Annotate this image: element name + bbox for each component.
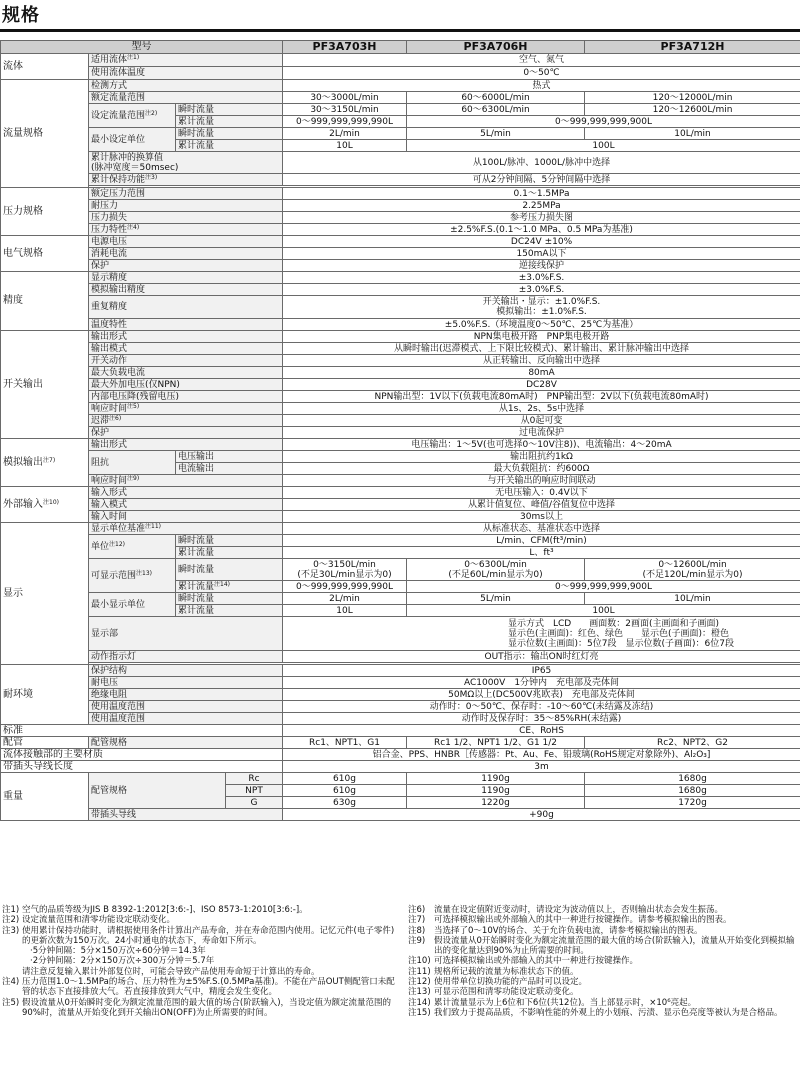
table-row bbox=[1, 391, 800, 403]
table-row bbox=[1, 104, 800, 116]
row-value: 30～3000L/min bbox=[283, 92, 407, 104]
row-value: 开关输出・显示：±1.0%F.S. 模拟输出：±1.0%F.S. bbox=[283, 296, 800, 319]
row-value: 0.1～1.5MPa bbox=[283, 188, 800, 200]
sub-label: 瞬时流量 bbox=[176, 559, 283, 581]
row-label: 显示精度 bbox=[89, 272, 283, 284]
row-label: 动作指示灯 bbox=[89, 651, 283, 663]
row-value: 610g bbox=[283, 773, 407, 785]
note-item: 注5) 假设流量从0开始瞬时变化为额定流量范围的最大值的场合(阶跃输入)，当设定值为额定流量范围的90%时，流量从开始变化到开关输出ON(OFF)为止所需要的时间。 bbox=[2, 997, 392, 1018]
table-row bbox=[1, 355, 800, 367]
table-row bbox=[1, 174, 800, 186]
row-value: 1190g bbox=[407, 773, 585, 785]
table-row bbox=[1, 665, 800, 677]
row-label: 响应时间$^{注5)}$ bbox=[89, 403, 283, 415]
table-row bbox=[1, 427, 800, 439]
category-external-input: 外部输入$^{注10)}$ bbox=[1, 487, 89, 523]
model-header: 型号 bbox=[1, 41, 283, 54]
row-label: 温度特性 bbox=[89, 319, 283, 331]
row-value: 60～6000L/min bbox=[407, 92, 585, 104]
row-value: ±3.0%F.S. bbox=[283, 272, 800, 284]
sub-label: 电流输出 bbox=[176, 463, 283, 475]
table-row bbox=[1, 593, 800, 605]
category-weight: 重量 bbox=[1, 773, 89, 821]
row-value: NPN输出型：1V以下(负载电流80mA时) PNP输出型：2V以下(负载电流80mA时) bbox=[283, 391, 800, 403]
row-value: +90g bbox=[283, 809, 800, 821]
table-row bbox=[1, 617, 800, 651]
row-value: 2L/min bbox=[283, 593, 407, 605]
row-label: 带插头导线 bbox=[89, 809, 283, 821]
note-item: 注7) 可选择模拟输出或外部输入的其中一种进行按键操作。请参考模拟输出的图表。 bbox=[408, 915, 732, 926]
row-value: 从1s、2s、5s中选择 bbox=[283, 403, 800, 415]
row-value: 10L bbox=[283, 140, 407, 152]
row-value: 输出阻抗约1kΩ bbox=[283, 451, 800, 463]
row-value: 动作时：0～50℃、保存时：-10～60℃(未结露及冻结) bbox=[283, 701, 800, 713]
note-item: 注11) 规格所记载的流量为标准状态下的值。 bbox=[408, 966, 579, 977]
table-row bbox=[1, 773, 800, 785]
row-value: Rc1 1/2、NPT1 1/2、G1 1/2 bbox=[407, 737, 585, 749]
table-row bbox=[1, 511, 800, 523]
category-flow: 流量规格 bbox=[1, 80, 89, 188]
row-label: 使用温度范围 bbox=[89, 713, 283, 725]
row-label: 输入形式 bbox=[89, 487, 283, 499]
table-row bbox=[1, 296, 800, 319]
row-label: 累计保持功能$^{注3)}$ bbox=[89, 174, 283, 186]
table-row bbox=[1, 272, 800, 284]
row-value: 从正转输出、反向输出中选择 bbox=[283, 355, 800, 367]
spec-table bbox=[0, 40, 800, 821]
row-value: AC1000V 1分钟内 充电部及壳体间 bbox=[283, 677, 800, 689]
row-value: 0～12600L/min (不足120L/min显示为0) bbox=[585, 559, 800, 581]
row-value: 与开关输出的响应时间联动 bbox=[283, 475, 800, 487]
note-item: 注4) 压力范围1.0～1.5MPa的场合、压力特性为±5%F.S.(0.5MPa基准)。不能在产品OUT侧配管口未配管的状态下直接排放大气。若直接排放到大气中，精度会发生变化。 bbox=[2, 977, 395, 998]
row-value: ±3.0%F.S. bbox=[283, 284, 800, 296]
row-value: 显示方式 LCD 画面数：2画面(主画面和子画面) 显示色(主画面)：红色、绿色 显示色(子画面)：橙色 显示位数(主画面)：5位7段 显示位数(子画面)：6位7段 bbox=[283, 617, 800, 651]
category-fluid: 流体 bbox=[1, 54, 89, 80]
row-label: 额定压力范围 bbox=[89, 188, 283, 200]
table-row bbox=[1, 415, 800, 427]
table-row bbox=[1, 343, 800, 355]
row-value: 逆接线保护 bbox=[283, 260, 800, 272]
row-value: 1720g bbox=[585, 797, 800, 809]
table-row bbox=[1, 284, 800, 296]
category-electric: 电气规格 bbox=[1, 236, 89, 272]
table-row bbox=[1, 451, 800, 463]
table-row bbox=[1, 152, 800, 174]
table-row bbox=[1, 212, 800, 224]
row-label: 消耗电流 bbox=[89, 248, 283, 260]
note-item: 注6) 流量在设定值附近变动时，请设定为波动值以上，否则输出状态会发生振荡。 bbox=[408, 905, 724, 915]
row-label: 适用流体$^{注1)}$ bbox=[89, 54, 283, 67]
row-value: 0～3150L/min (不足30L/min显示为0) bbox=[283, 559, 407, 581]
table-row bbox=[1, 689, 800, 701]
table-row bbox=[1, 725, 800, 737]
row-value: 10L/min bbox=[585, 128, 800, 140]
notes-left bbox=[2, 905, 395, 1018]
row-value: 30ms以上 bbox=[283, 511, 800, 523]
model-pf3a706h: PF3A706H bbox=[407, 41, 585, 54]
category-environment: 耐环境 bbox=[1, 665, 89, 725]
row-value: 空气、氮气 bbox=[283, 54, 800, 67]
row-label: 保护结构 bbox=[89, 665, 283, 677]
table-row bbox=[1, 67, 800, 80]
row-label: 内部电压降(残留电压) bbox=[89, 391, 283, 403]
table-row bbox=[1, 188, 800, 200]
note-item: 注15) 我们致力于提高品质，不影响性能的外观上的小划痕、污渍、显示色亮度等被认为是合格品。 bbox=[408, 1007, 783, 1018]
table-row bbox=[1, 651, 800, 663]
category-cable-length: 带插头导线长度 bbox=[1, 761, 283, 773]
table-row bbox=[1, 749, 800, 761]
row-label: 输入时间 bbox=[89, 511, 283, 523]
row-label: 最小设定单位 bbox=[89, 128, 176, 152]
row-label: 输出形式 bbox=[89, 331, 283, 343]
row-value: 可从2分钟间隔、5分钟间隔中选择 bbox=[283, 174, 800, 186]
row-label: 检测方式 bbox=[89, 80, 283, 92]
thread-npt: NPT bbox=[226, 785, 283, 797]
table-row bbox=[1, 761, 800, 773]
table-row bbox=[1, 54, 800, 67]
table-row bbox=[1, 535, 800, 547]
sub-label: 电压输出 bbox=[176, 451, 283, 463]
row-value: Rc2、NPT2、G2 bbox=[585, 737, 800, 749]
sub-label: 累计流量 bbox=[176, 116, 283, 128]
row-value: 热式 bbox=[283, 80, 800, 92]
row-value: NPN集电极开路 PNP集电极开路 bbox=[283, 331, 800, 343]
row-value: 从100L/脉冲、1000L/脉冲中选择 bbox=[283, 152, 800, 174]
row-value: 0～999,999,999,990L bbox=[283, 581, 407, 593]
row-value: 0～999,999,999,900L bbox=[407, 116, 800, 128]
row-label: 使用温度范围 bbox=[89, 701, 283, 713]
row-value: ±5.0%F.S.（环境温度0～50℃、25℃为基准） bbox=[283, 319, 800, 331]
note-item: 注3) 使用累计保持功能时，请根据使用条件计算出产品寿命，并在寿命范围内使用。记忆元件(电子零件)的更新次数为150万次。24小时通电的状态下，寿命如下所示。 ·5分钟间隔：5分×150万次÷60分钟＝14.3年 ·2分钟间隔：2分×150万次÷300万分钟＝5.7年 请注意反复输入累计外部复位时，可能会导致产品使用寿命短于计算出的寿命。 bbox=[2, 925, 395, 977]
row-label: 耐电压 bbox=[89, 677, 283, 689]
table-row bbox=[1, 439, 800, 451]
row-value: 1190g bbox=[407, 785, 585, 797]
row-label: 最大外加电压(仅NPN) bbox=[89, 379, 283, 391]
row-value: 1680g bbox=[585, 773, 800, 785]
row-value: 100L bbox=[407, 605, 800, 617]
row-value: 从累计值复位、峰值/谷值复位中选择 bbox=[283, 499, 800, 511]
category-accuracy: 精度 bbox=[1, 272, 89, 331]
row-label: 额定流量范围 bbox=[89, 92, 283, 104]
row-value: 120～12000L/min bbox=[585, 92, 800, 104]
row-label: 累计脉冲的换算值 (脉冲宽度＝50msec) bbox=[89, 152, 283, 174]
row-value: 5L/min bbox=[407, 593, 585, 605]
row-value: 无电压输入：0.4V以下 bbox=[283, 487, 800, 499]
row-label: 最小显示单位 bbox=[89, 593, 176, 617]
category-switch-output: 开关输出 bbox=[1, 331, 89, 439]
row-value: DC28V bbox=[283, 379, 800, 391]
row-label: 可显示范围$^{注13)}$ bbox=[89, 559, 176, 593]
row-value: Rc1、NPT1、G1 bbox=[283, 737, 407, 749]
row-value: 50MΩ以上(DC500V兆欧表) 充电部及壳体间 bbox=[283, 689, 800, 701]
notes-right bbox=[408, 905, 798, 1018]
note-item: 注12) 使用带单位切换功能的产品时可以设定。 bbox=[408, 977, 588, 988]
row-label: 绝缘电阻 bbox=[89, 689, 283, 701]
table-row bbox=[1, 737, 800, 749]
row-label: 压力特性$^{注4)}$ bbox=[89, 224, 283, 236]
row-value: 1220g bbox=[407, 797, 585, 809]
note-item: 注9) 假设流量从0开始瞬时变化为额定流量范围的最大值的场合(阶跃输入)，流量从开始变化到模拟输出的变化量达到90%为止所需要的时间。 bbox=[408, 935, 795, 957]
sub-label: 累计流量 bbox=[176, 140, 283, 152]
row-label: 保护 bbox=[89, 260, 283, 272]
table-header-row bbox=[1, 41, 800, 54]
row-value: 3m bbox=[283, 761, 800, 773]
row-value: 5L/min bbox=[407, 128, 585, 140]
row-value: L/min、CFM(ft³/min) bbox=[283, 535, 800, 547]
table-row bbox=[1, 260, 800, 272]
table-row bbox=[1, 224, 800, 236]
row-value: L、ft³ bbox=[283, 547, 800, 559]
row-value: 1680g bbox=[585, 785, 800, 797]
row-label: 输出模式 bbox=[89, 343, 283, 355]
model-pf3a712h: PF3A712H bbox=[585, 41, 800, 54]
table-row bbox=[1, 200, 800, 212]
row-label: 耐压力 bbox=[89, 200, 283, 212]
row-label: 显示部 bbox=[89, 617, 283, 651]
title-rule bbox=[0, 29, 800, 32]
row-value: 从0起可变 bbox=[283, 415, 800, 427]
row-value: 铝合金、PPS、HNBR［传感器：Pt、Au、Fe、铅玻璃(RoHS规定对象除外)、Al₂O₃] bbox=[283, 749, 800, 761]
row-value: 630g bbox=[283, 797, 407, 809]
sub-label: 累计流量 bbox=[176, 547, 283, 559]
table-row bbox=[1, 367, 800, 379]
row-value: 0～50℃ bbox=[283, 67, 800, 80]
page-title: 规格 bbox=[2, 5, 40, 26]
row-label: 显示单位基准$^{注11)}$ bbox=[89, 523, 283, 535]
row-value: 100L bbox=[407, 140, 800, 152]
row-label: 模拟输出精度 bbox=[89, 284, 283, 296]
category-analog-output: 模拟输出$^{注7)}$ bbox=[1, 439, 89, 487]
row-label: 单位$^{注12)}$ bbox=[89, 535, 176, 559]
table-row bbox=[1, 809, 800, 821]
row-value: 2L/min bbox=[283, 128, 407, 140]
note-item: 注13) 可显示范围和清零功能设定联动变化。 bbox=[408, 987, 579, 998]
row-label: 输入模式 bbox=[89, 499, 283, 511]
row-label: 配管规格 bbox=[89, 737, 283, 749]
table-row bbox=[1, 523, 800, 535]
table-row bbox=[1, 248, 800, 260]
row-value: 120～12600L/min bbox=[585, 104, 800, 116]
sub-label: 瞬时流量 bbox=[176, 535, 283, 547]
row-value: DC24V ±10% bbox=[283, 236, 800, 248]
thread-rc: Rc bbox=[226, 773, 283, 785]
table-row bbox=[1, 128, 800, 140]
row-value: 150mA以下 bbox=[283, 248, 800, 260]
row-value: ±2.5%F.S.(0.1～1.0 MPa、0.5 MPa为基准) bbox=[283, 224, 800, 236]
sub-label: 瞬时流量 bbox=[176, 593, 283, 605]
row-value: 最大负载阻抗：约600Ω bbox=[283, 463, 800, 475]
row-value: IP65 bbox=[283, 665, 800, 677]
table-row bbox=[1, 475, 800, 487]
table-row bbox=[1, 677, 800, 689]
table-row bbox=[1, 701, 800, 713]
note-item: 注10) 可选择模拟输出或外部输入的其中一种进行按键操作。 bbox=[408, 956, 639, 967]
row-label: 使用流体温度 bbox=[89, 67, 283, 80]
row-label: 开关动作 bbox=[89, 355, 283, 367]
row-label: 阻抗 bbox=[89, 451, 176, 475]
table-row bbox=[1, 80, 800, 92]
table-row bbox=[1, 236, 800, 248]
sub-label: 累计流量$^{注14)}$ bbox=[176, 581, 283, 593]
row-label: 配管规格 bbox=[89, 773, 226, 809]
row-label: 最大负载电流 bbox=[89, 367, 283, 379]
table-row bbox=[1, 713, 800, 725]
table-row bbox=[1, 487, 800, 499]
note-item: 注2) 设定流量范围和清零功能设定联动变化。 bbox=[2, 915, 176, 926]
row-value: 80mA bbox=[283, 367, 800, 379]
row-value: 从瞬时输出(迟滞模式、上下限比较模式)、累计输出、累计脉冲输出中选择 bbox=[283, 343, 800, 355]
table-row bbox=[1, 92, 800, 104]
category-piping: 配管 bbox=[1, 737, 89, 749]
row-label: 响应时间$^{注9)}$ bbox=[89, 475, 283, 487]
row-label: 重复精度 bbox=[89, 296, 283, 319]
row-value: 0～999,999,999,990L bbox=[283, 116, 407, 128]
sub-label: 瞬时流量 bbox=[176, 128, 283, 140]
row-value: 从标准状态、基准状态中选择 bbox=[283, 523, 800, 535]
row-value: 参考压力损失图 bbox=[283, 212, 800, 224]
row-value: OUT指示：输出ON时红灯亮 bbox=[283, 651, 800, 663]
row-value: 10L bbox=[283, 605, 407, 617]
note-item: 注8) 当选择了0～10V的场合、关于允许负载电流，请参考模拟输出的图表。 bbox=[408, 925, 703, 936]
sub-label: 瞬时流量 bbox=[176, 104, 283, 116]
table-row bbox=[1, 499, 800, 511]
row-label: 电源电压 bbox=[89, 236, 283, 248]
row-label: 保护 bbox=[89, 427, 283, 439]
sub-label: 累计流量 bbox=[176, 605, 283, 617]
row-value: 过电流保护 bbox=[283, 427, 800, 439]
row-value: 10L/min bbox=[585, 593, 800, 605]
category-display: 显示 bbox=[1, 523, 89, 665]
row-label: 压力损失 bbox=[89, 212, 283, 224]
model-pf3a703h: PF3A703H bbox=[283, 41, 407, 54]
row-value: 动作时及保存时：35～85%RH(未结露) bbox=[283, 713, 800, 725]
table-row bbox=[1, 319, 800, 331]
row-label: 设定流量范围$^{注2)}$ bbox=[89, 104, 176, 128]
row-value: 2.25MPa bbox=[283, 200, 800, 212]
row-label: 输出形式 bbox=[89, 439, 283, 451]
row-value: 30～3150L/min bbox=[283, 104, 407, 116]
row-value: 0～999,999,999,900L bbox=[407, 581, 800, 593]
note-item: 注14) 累计流量显示为上6位和下6位(共12位)。当上部显示时，×10⁶亮起。 bbox=[408, 997, 697, 1008]
row-value: 电压输出：1～5V(也可选择0～10V注8))、电流输出：4～20mA bbox=[283, 439, 800, 451]
category-pressure: 压力规格 bbox=[1, 188, 89, 236]
table-row bbox=[1, 379, 800, 391]
row-value: 0～6300L/min (不足60L/min显示为0) bbox=[407, 559, 585, 581]
row-label: 迟滞$^{注6)}$ bbox=[89, 415, 283, 427]
table-row bbox=[1, 559, 800, 581]
thread-g: G bbox=[226, 797, 283, 809]
table-row bbox=[1, 403, 800, 415]
row-value: 610g bbox=[283, 785, 407, 797]
note-item: 注1) 空气的品质等级为JIS B 8392-1:2012[3:6:-]、ISO 8573-1:2010[3:6:-]。 bbox=[2, 905, 308, 915]
category-material: 流体接触部的主要材质 bbox=[1, 749, 283, 761]
table-row bbox=[1, 331, 800, 343]
category-standard: 标准 bbox=[1, 725, 283, 737]
row-value: CE、RoHS bbox=[283, 725, 800, 737]
row-value: 60～6300L/min bbox=[407, 104, 585, 116]
